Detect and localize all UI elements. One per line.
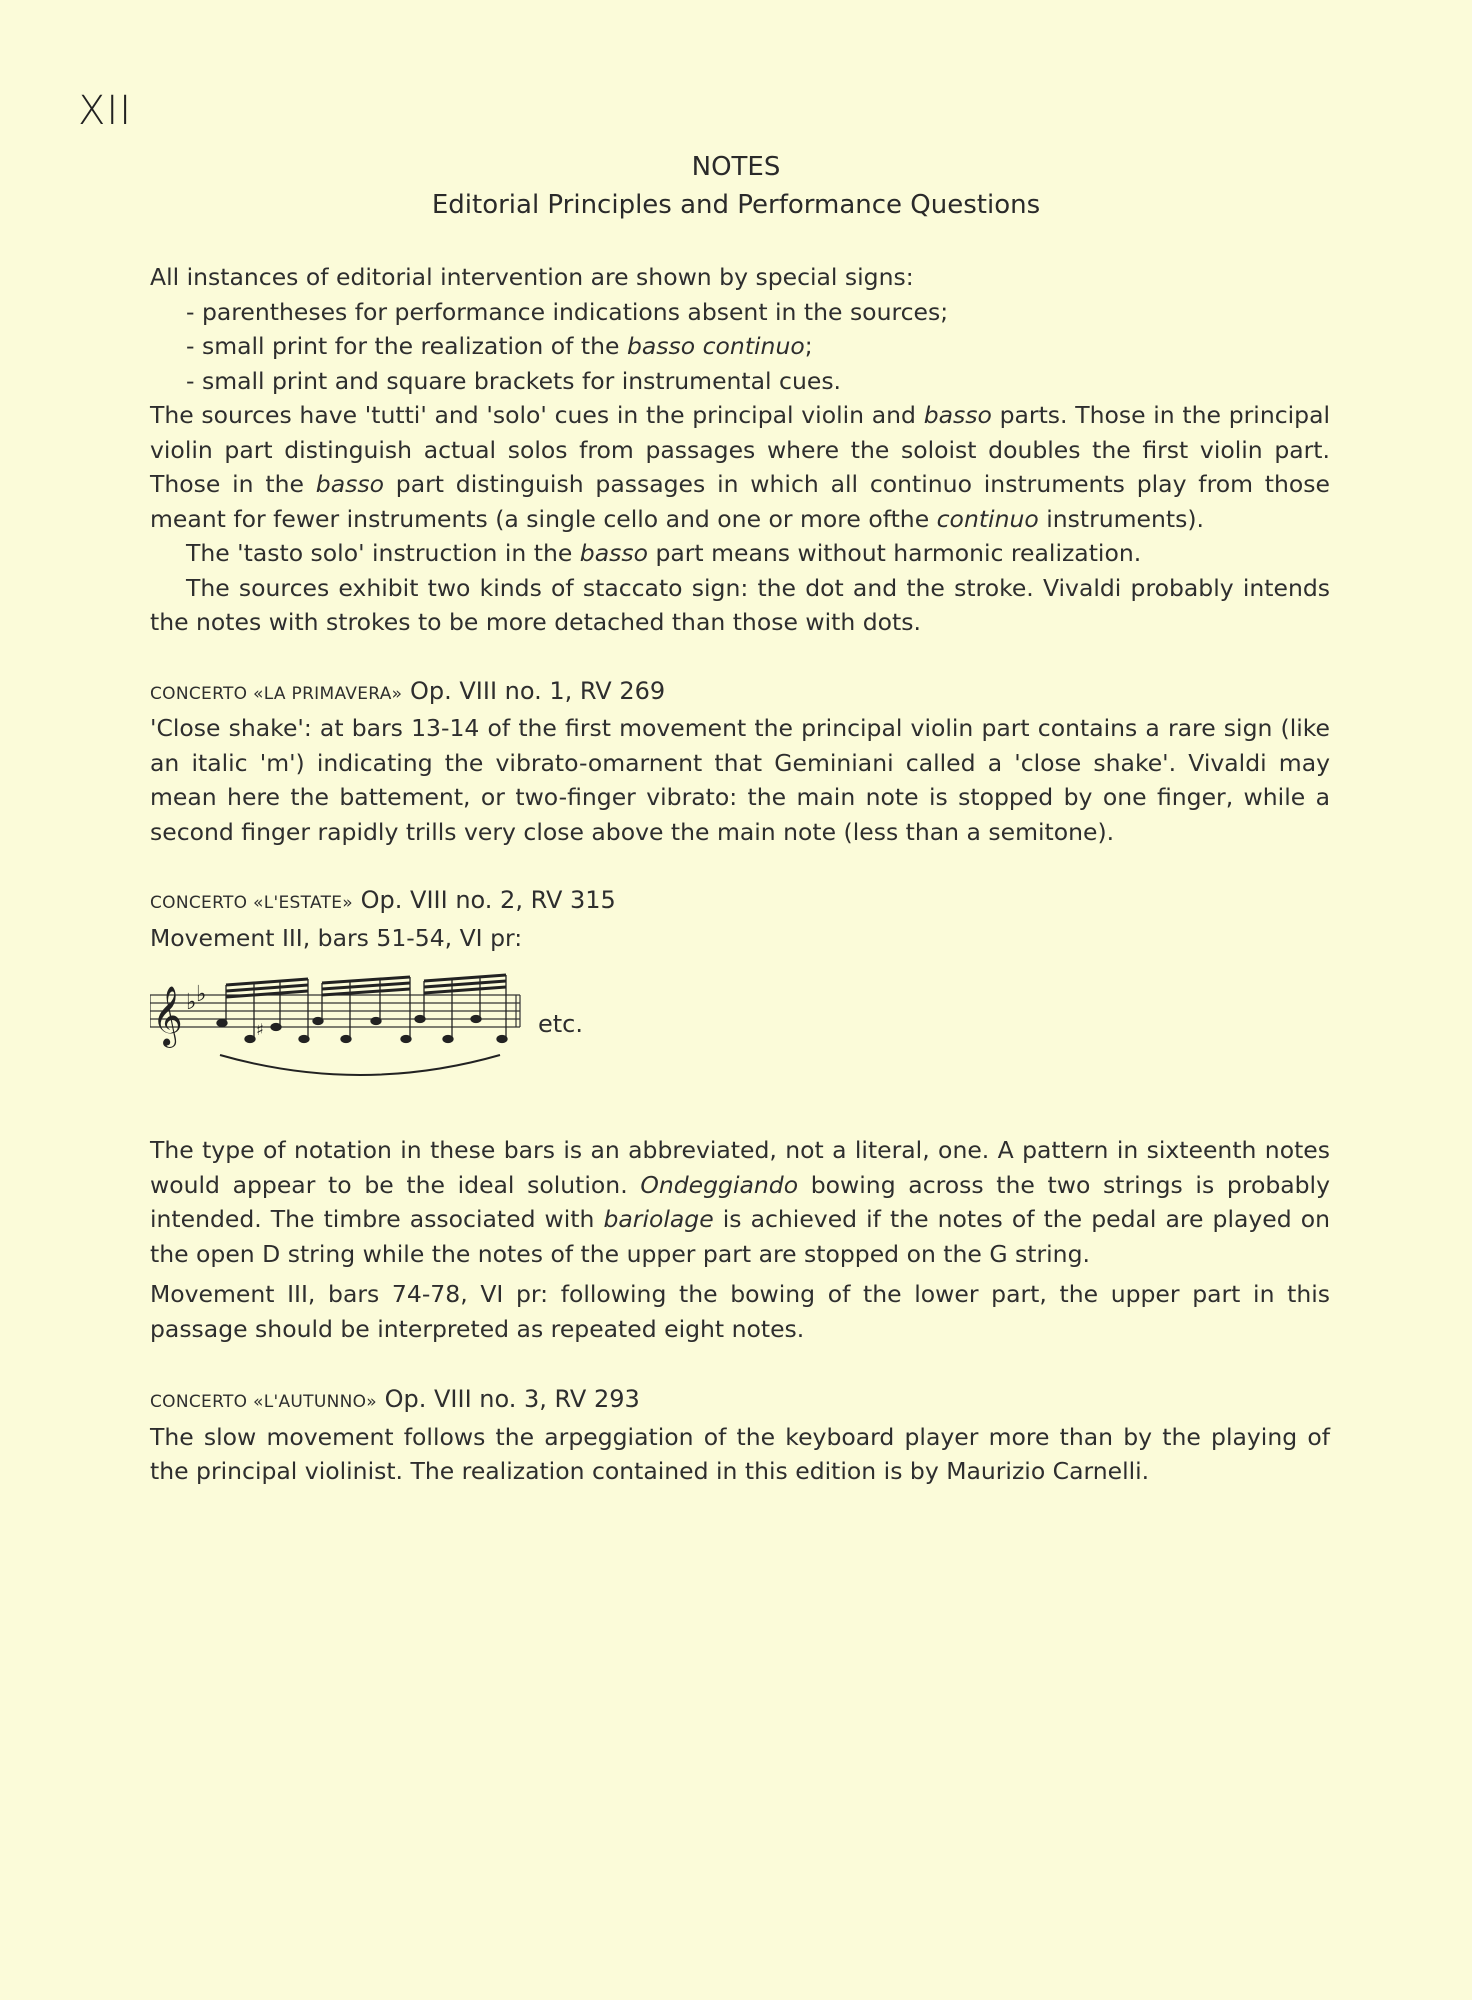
notation-etc-label: etc. xyxy=(538,1010,583,1038)
intro-item: - small print and square brackets for instrumental cues. xyxy=(186,366,842,395)
notes-body xyxy=(150,260,1330,1489)
page-title: NOTES xyxy=(691,152,781,182)
intro-paragraph-tasto-solo: The 'tasto solo' instruction in the basso part means without harmonic realization. xyxy=(186,539,1142,567)
page-subtitle: Editorial Principles and Performance Questions xyxy=(431,190,1041,220)
svg-text:♭: ♭ xyxy=(186,990,197,1015)
section-body-estate: The type of notation in these bars is an abbreviated, not a literal, one. A pattern in sixteenth notes would appear to be the ideal solution. Ondeggiando bowing across the two strings is probably intended. The timbre associated with bariolage is achieved if the notes of the pedal are played on the open D string while the notes of the upper part are stopped on the G string. xyxy=(150,1136,1331,1268)
svg-text:♯: ♯ xyxy=(256,1020,264,1039)
section-heading-autunno: CONCERTO «L'AUTUNNO» Op. VIII no. 3, RV 293 xyxy=(150,1385,640,1413)
intro-item: - parentheses for performance indications absent in the sources; xyxy=(186,297,949,326)
intro-paragraph-cues: The sources have 'tutti' and 'solo' cues in the principal violin and basso parts. Those in the principal violin part distinguish actual solos from passages where the soloist doubles the first violin part. Those in the basso part distinguish passages in which all continuo instruments play from those meant for fewer instruments (a single cello and one or more ofthe continuo instruments). xyxy=(150,401,1331,533)
svg-text:♭: ♭ xyxy=(196,982,207,1007)
section-subheading-estate: Movement III, bars 51-54, VI pr: xyxy=(150,923,523,952)
intro-paragraph-staccato: The sources exhibit two kinds of staccato sign: the dot and the stroke. Vivaldi probably intends the notes with strokes to be more detached than those with dots. xyxy=(150,573,1330,636)
page-number: XII xyxy=(78,88,132,134)
section-body-autunno: The slow movement follows the arpeggiation of the keyboard player more than by the playing of the principal violinist. The realization contained in this edition is by Maurizio Carnelli. xyxy=(150,1422,1330,1485)
svg-text:𝄞: 𝄞 xyxy=(152,986,183,1046)
section-heading-estate: CONCERTO «L'ESTATE» Op. VIII no. 2, RV 315 xyxy=(150,886,616,914)
page-header xyxy=(0,152,1472,220)
intro-lead: All instances of editorial intervention are shown by special signs: xyxy=(150,263,914,291)
section-body-estate-2: Movement III, bars 74-78, VI pr: following the bowing of the lower part, the upper part in this passage should be interpreted as repeated eight notes. xyxy=(150,1280,1330,1343)
intro-item: - small print for the realization of the basso continuo; xyxy=(186,332,813,360)
staff-figure xyxy=(150,965,530,1095)
section-heading-primavera: CONCERTO «LA PRIMAVERA» Op. VIII no. 1, RV 269 xyxy=(150,676,666,705)
section-body-primavera: 'Close shake': at bars 13-14 of the first movement the principal violin part contains a rare sign (like an italic 'm') indicating the vibrato-omarnent that Geminiani called a 'close shake'. Vivaldi may mean here the battement, or two-finger vibrato: the main note is stopped by one finger, while a second finger rapidly trills very close above the main note (less than a semitone). xyxy=(150,714,1330,846)
music-notation-example xyxy=(150,965,1330,1115)
